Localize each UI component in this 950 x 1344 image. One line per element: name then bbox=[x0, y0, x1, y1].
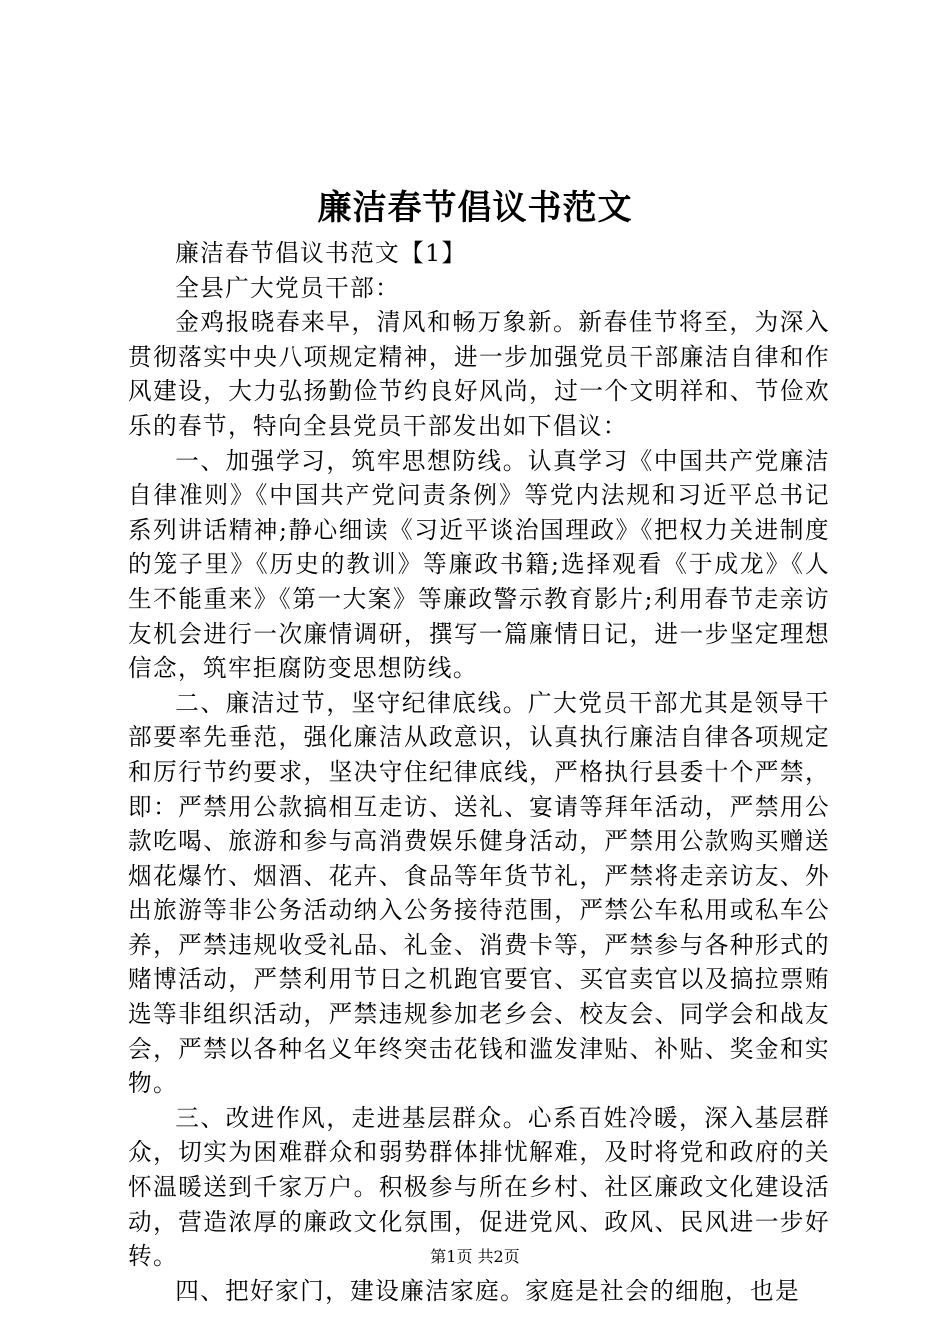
point-four-paragraph: 四、把好家门，建设廉洁家庭。家庭是社会的细胞，也是 bbox=[175, 1276, 801, 1305]
document-body bbox=[128, 236, 830, 1308]
point-two-paragraph: 二、廉洁过节，坚守纪律底线。广大党员干部尤其是领导干部要率先垂范，强化廉洁从政意识，认真执行廉洁自律各项规定和厉行节约要求，坚决守住纪律底线，严格执行县委十个严禁，即：严禁用公款搞相互走访、送礼、宴请等拜年活动，严禁用公款吃喝、旅游和参与高消费娱乐健身活动，严禁用公款购买赠送烟花爆竹、烟酒、花卉、食品等年货节礼，严禁将走亲访友、外出旅游等非公务活动纳入公务接待范围，严禁公车私用或私车公养，严禁违规收受礼品、礼金、消费卡等，严禁参与各种形式的赌博活动，严禁利用节日之机跑官要官、买官卖官以及搞拉票贿选等非组织活动，严禁违规参加老乡会、校友会、同学会和战友会，严禁以各种名义年终突击花钱和滥发津贴、补贴、奖金和实物。 bbox=[128, 688, 830, 1098]
salutation-paragraph: 全县广大党员干部： bbox=[175, 273, 401, 302]
subtitle-paragraph: 廉洁春节倡议书范文【1】 bbox=[175, 239, 467, 267]
intro-paragraph: 金鸡报晓春来早，清风和畅万象新。新春佳节将至，为深入贯彻落实中央八项规定精神，进一步加强党员干部廉洁自律和作风建设，大力弘扬勤俭节约良好风尚，过一个文明祥和、节俭欢乐的春节，特向全县党员干部发出如下倡议： bbox=[128, 308, 830, 440]
page-footer: 第1页 共2页 bbox=[430, 1247, 520, 1266]
document-title: 廉洁春节倡议书范文 bbox=[317, 188, 633, 228]
point-three-paragraph: 三、改进作风，走进基层群众。心系百姓冷暖，深入基层群众，切实为困难群众和弱势群体排忧解难，及时将党和政府的关怀温暖送到千家万户。积极参与所在乡村、社区廉政文化建设活动，营造浓厚的廉政文化氛围，促进党风、政风、民风进一步好转。 bbox=[128, 1103, 830, 1271]
point-one-paragraph: 一、加强学习，筑牢思想防线。认真学习《中国共产党廉洁自律准则》《中国共产党问责条例》等党内法规和习近平总书记系列讲话精神;静心细读《习近平谈治国理政》《把权力关进制度的笼子里》《历史的教训》等廉政书籍;选择观看《于成龙》《人生不能重来》《第一大案》等廉政警示教育影片;利用春节走亲访友机会进行一次廉情调研，撰写一篇廉情日记，进一步坚定理想信念，筑牢拒腐防变思想防线。 bbox=[128, 446, 830, 683]
